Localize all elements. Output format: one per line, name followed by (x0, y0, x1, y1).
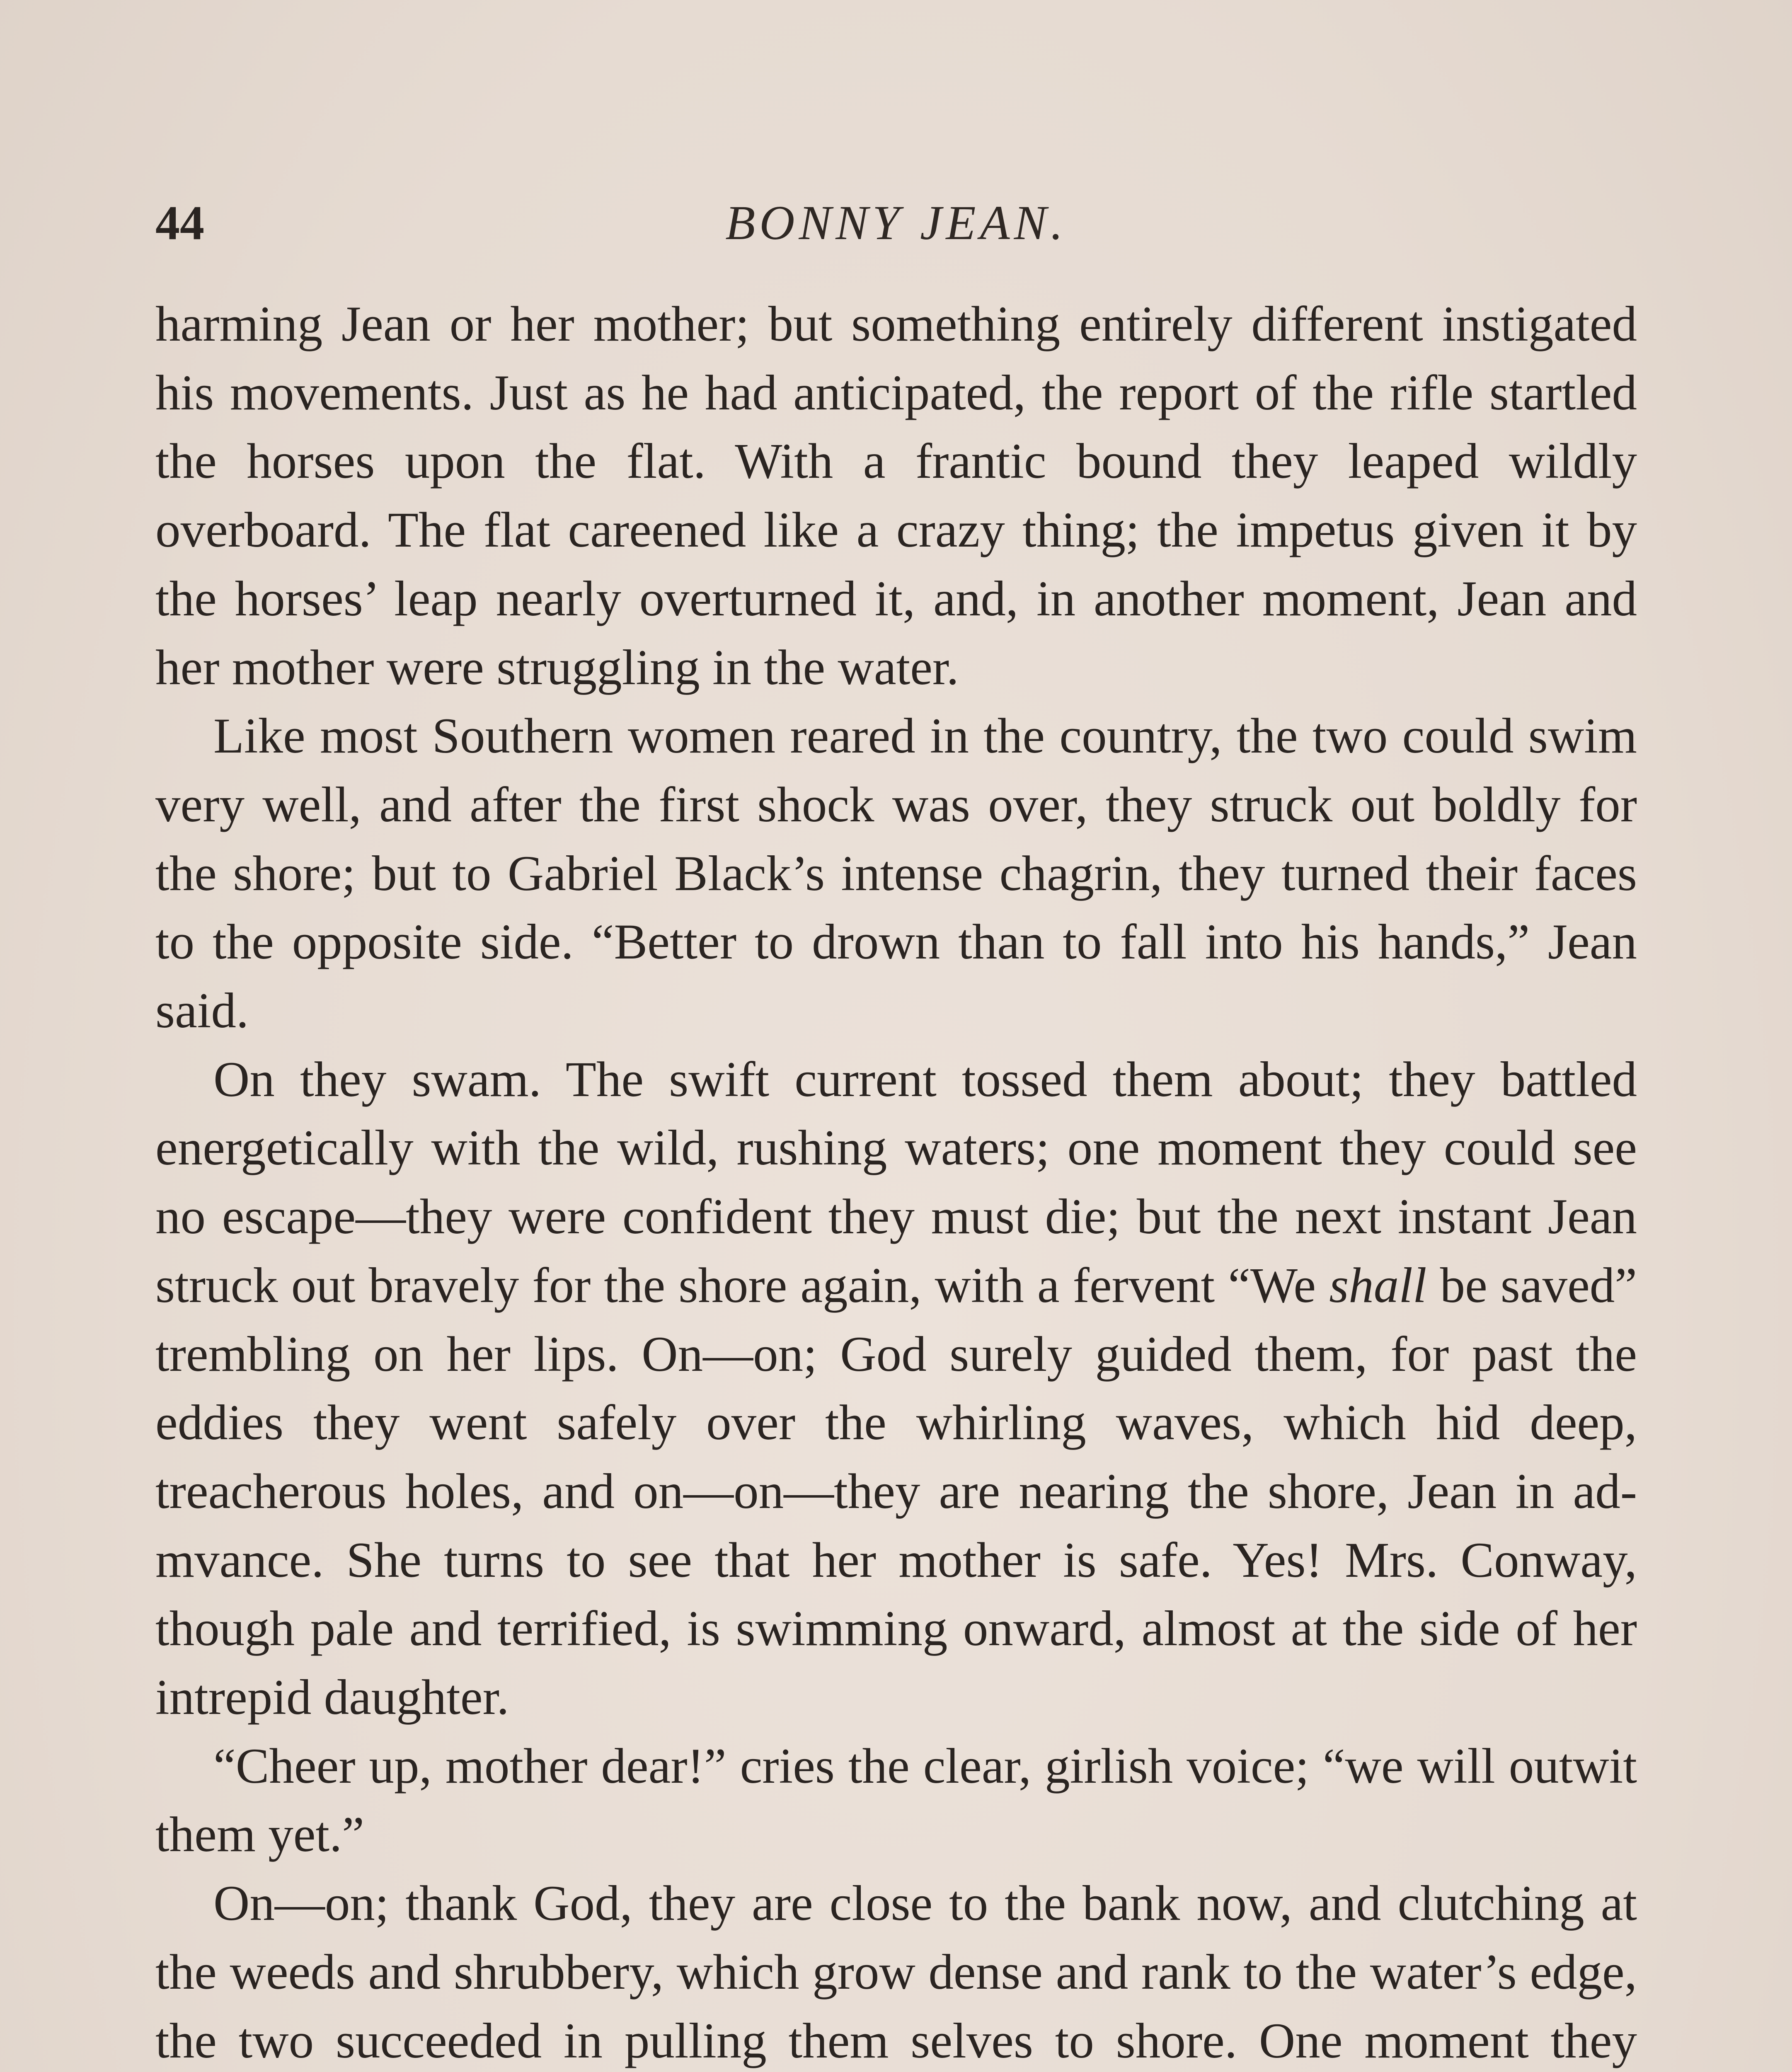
paragraph-3-text-b: be saved” trembling on her lips. On—on; God surely guided them, for past the eddies they went safely over the whirling waves, which hid deep, treacherous holes, and on—on—they are nearing the shore, Jean in admvance. She turns to see that her mother is safe. Yes! Mrs. Conway, though pale and terrified, is swimming onward, almost at the side of her intrepid daughter. (155, 1257, 1637, 1726)
paragraph-5: On—on; thank God, they are close to the bank now, and clutching at the weeds and shrubbery, which grow dense and rank to the water’s edge, the two succeeded in pulling them selves to shore. One moment they (155, 1876, 1637, 2069)
paragraph-3-emphasis: shall (1329, 1257, 1427, 1313)
running-head: BONNY JEAN. (725, 196, 1067, 250)
paragraph-4: “Cheer up, mother dear!” cries the clear, girlish voice; “we will outwit them yet.” (155, 1738, 1637, 1863)
paragraph-3 (155, 1046, 1637, 1732)
paragraph-1: harming Jean or her mother; but something entirely different instigated his movements. Just as he had anticipated, the report of the rifle startled the horses upon the flat. With a frantic bound they leaped wildly overboard. The flat careened like a crazy thing; the impetus given it by the horses’ leap nearly overturned it, and, in another moment, Jean and her mother were struggling in the water. (155, 296, 1637, 695)
paragraph-2: Like most Southern women reared in the country, the two could swim very well, and after the first shock was over, they struck out boldly for the shore; but to Gabriel Black’s intense chagrin, they turned their faces to the opposite side. “Better to drown than to fall into his hands,” Jean said. (155, 708, 1637, 1039)
page-number: 44 (155, 196, 204, 250)
paragraph-3-text-a: On they swam. The swift current tossed them about; they battled energetically with the wild, rushing waters; one moment they could see no escape—they were confident they must die; but the next instant Jean struck out bravely for the shore again, with a fervent “We (155, 1051, 1637, 1313)
page-header (155, 182, 1637, 265)
body-text (155, 290, 1637, 2072)
